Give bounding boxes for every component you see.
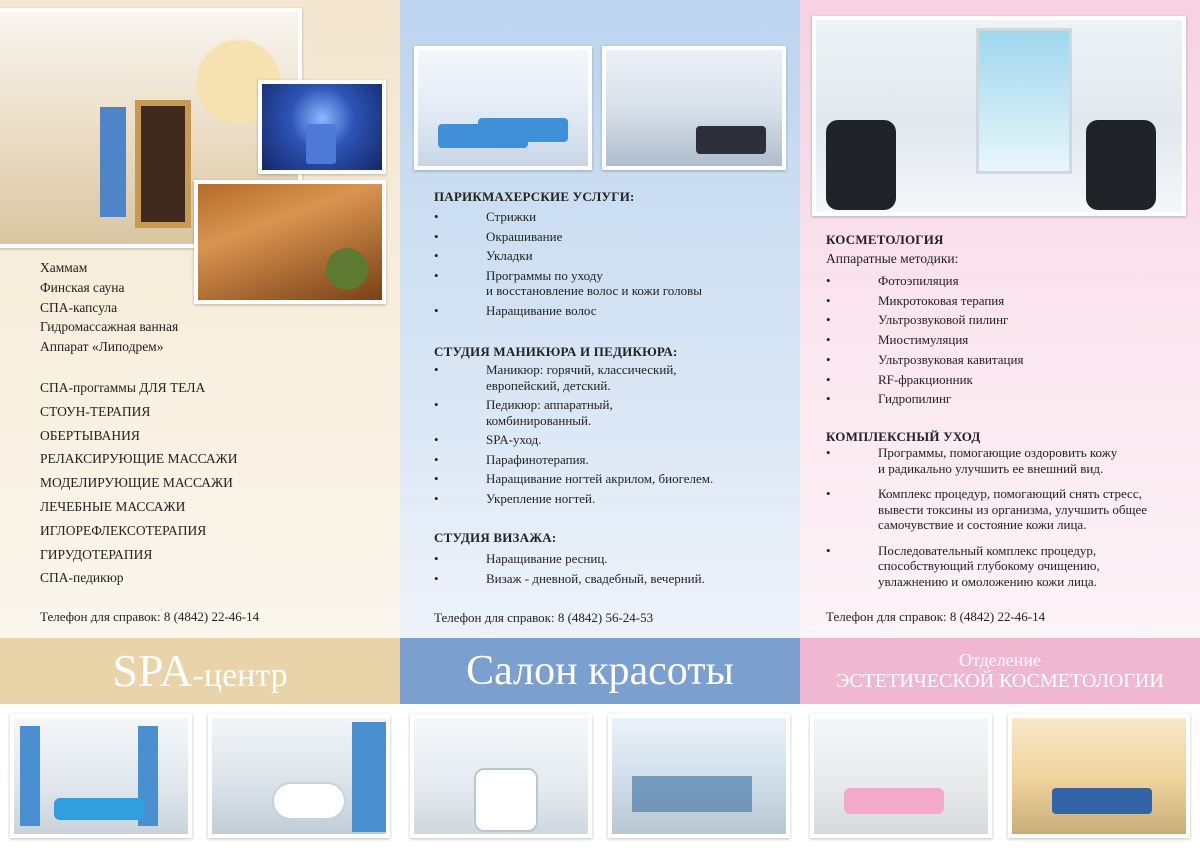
salon-column xyxy=(400,0,800,638)
aesthetic-cosmetology-banner xyxy=(800,638,1200,704)
nails-studio-heading: СТУДИЯ МАНИКЮРА И ПЕДИКЮРА: xyxy=(434,344,678,359)
spa-center-title xyxy=(112,645,288,696)
sauna-photo xyxy=(194,180,386,304)
list-item: • Парафинотерапия. xyxy=(434,452,774,468)
visage-studio-heading: СТУДИЯ ВИЗАЖА: xyxy=(434,530,557,545)
beauty-salon-banner xyxy=(400,638,800,704)
spa-center-banner xyxy=(0,638,400,704)
list-item: СТОУН-ТЕРАПИЯ xyxy=(40,403,151,419)
list-item: СПА-педикюр xyxy=(40,570,124,586)
hydro-bath-room-photo xyxy=(208,714,390,838)
list-item: • Ультрозвуковой пилинг xyxy=(826,310,1186,330)
list-item-line: Программы, помогающие оздоровить кожу xyxy=(878,445,1118,460)
complex-care-heading: КОМПЛЕКСНЫЙ УХОД xyxy=(826,429,981,444)
list-item: Хаммам xyxy=(40,260,88,275)
spa-programs-list xyxy=(40,376,238,590)
cosmetology-column xyxy=(800,0,1200,638)
cosmetology-lounge-photo xyxy=(812,16,1186,216)
list-item-line: способствующий глубокому очищению, xyxy=(878,558,1100,573)
cosmetology-banner-line2: ЭСТЕТИЧЕСКОЙ КОСМЕТОЛОГИИ xyxy=(836,670,1164,692)
list-item: ИГЛОРЕФЛЕКСОТЕРАПИЯ xyxy=(40,522,207,538)
list-item: • Наращивание ресниц. xyxy=(434,551,774,567)
hardware-methods-list xyxy=(826,271,1186,409)
list-item: • Укладки xyxy=(434,248,774,264)
spa-title-main: SPA xyxy=(112,645,193,696)
list-item: ОБЕРТЫВАНИЯ xyxy=(40,427,140,443)
list-item: • Педикюр: аппаратный, xyxy=(434,397,774,413)
list-item: • Ультрозвуковая кавитация xyxy=(826,350,1186,370)
list-item-line: и радикально улучшить ее внешний вид. xyxy=(878,460,1104,476)
list-item-continuation: европейский, детский. xyxy=(486,377,611,393)
list-item-continuation: и восстановление волос и кожи головы xyxy=(486,283,702,298)
list-item: • Гидропилинг xyxy=(826,389,1186,409)
spa-column xyxy=(0,0,400,638)
list-item: МОДЕЛИРУЮЩИЕ МАССАЖИ xyxy=(40,475,233,491)
cosmetology-phone: Телефон для справок: 8 (4842) 22-46-14 xyxy=(826,609,1046,624)
list-item: • Фотоэпиляция xyxy=(826,271,1186,291)
hammam-photo xyxy=(258,80,386,174)
spa-phone: Телефон для справок: 8 (4842) 22-46-14 xyxy=(40,609,260,624)
list-item: • Маникюр: горячий, классический, xyxy=(434,362,774,378)
spa-facilities-list xyxy=(40,258,178,357)
list-item: • Окрашивание xyxy=(434,229,774,245)
spa-title-suffix: -центр xyxy=(192,657,288,694)
salon-hall-photo xyxy=(414,46,592,170)
list-item: Аппарат «Липодрем» xyxy=(40,339,164,355)
list-item xyxy=(826,486,1196,533)
hair-salon-photo xyxy=(608,714,790,838)
list-item: СПА-прогrаммы ДЛЯ ТЕЛА xyxy=(40,380,206,395)
spa-capsule-room-photo xyxy=(10,714,192,838)
list-item: • Миостимуляция xyxy=(826,330,1186,350)
list-item xyxy=(826,445,1196,476)
hardware-methods-subheading: Аппаратные методики: xyxy=(826,251,959,266)
list-item: Финская сауна xyxy=(40,279,125,295)
list-item-continuation: комбинированный. xyxy=(486,412,592,428)
hair-services-list xyxy=(434,209,774,318)
nails-services-list xyxy=(434,362,774,506)
list-item xyxy=(826,543,1196,590)
visage-services-list xyxy=(434,551,774,586)
cosmetology-cabinet-photo xyxy=(810,714,992,838)
pedicure-room-photo xyxy=(410,714,592,838)
list-item: • Стрижки xyxy=(434,209,774,225)
list-item: • Укрепление ногтей. xyxy=(434,491,774,507)
treatment-room-photo xyxy=(1008,714,1190,838)
list-item: • Программы по уходу xyxy=(434,268,774,284)
list-item: • SPA-уход. xyxy=(434,432,774,448)
hair-services-heading: ПАРИКМАХЕРСКИЕ УСЛУГИ: xyxy=(434,189,635,204)
list-item: ЛЕЧЕБНЫЕ МАССАЖИ xyxy=(40,498,186,514)
bottom-photo-strip xyxy=(0,704,1200,848)
list-item: • Визаж - дневной, свадебный, вечерний. xyxy=(434,571,774,587)
cosmetology-banner-line1: Отделение xyxy=(958,650,1041,670)
complex-care-list xyxy=(826,445,1196,589)
list-item: • Микротоковая терапия xyxy=(826,291,1186,311)
list-item: • Наращивание волос xyxy=(434,303,774,319)
salon-waiting-photo xyxy=(602,46,786,170)
list-item: • Наращивание ногтей акрилом, биогелем. xyxy=(434,471,774,487)
list-item-line: самочувствие и состояние кожи лица. xyxy=(878,517,1087,532)
list-item-line: Комплекс процедур, помогающий снять стресс, xyxy=(878,486,1142,501)
list-item-line: увлажнению и омоложению кожи лица. xyxy=(878,573,1097,589)
list-item-line: Последовательный комплекс процедур, xyxy=(878,542,1097,558)
list-item-line: вывести токсины из организма, улучшить общее xyxy=(878,501,1148,517)
cosmetology-heading: КОСМЕТОЛОГИЯ xyxy=(826,232,944,247)
list-item: • RF-фракционник xyxy=(826,370,1186,390)
salon-phone: Телефон для справок: 8 (4842) 56-24-53 xyxy=(434,610,654,625)
beauty-salon-title: Салон красоты xyxy=(466,648,734,694)
list-item: СПА-капсула xyxy=(40,299,118,315)
list-item: РЕЛАКСИРУЮЩИЕ МАССАЖИ xyxy=(40,451,238,467)
list-item: Гидромассажная ванная xyxy=(40,319,179,335)
list-item: ГИРУДОТЕРАПИЯ xyxy=(40,546,153,562)
